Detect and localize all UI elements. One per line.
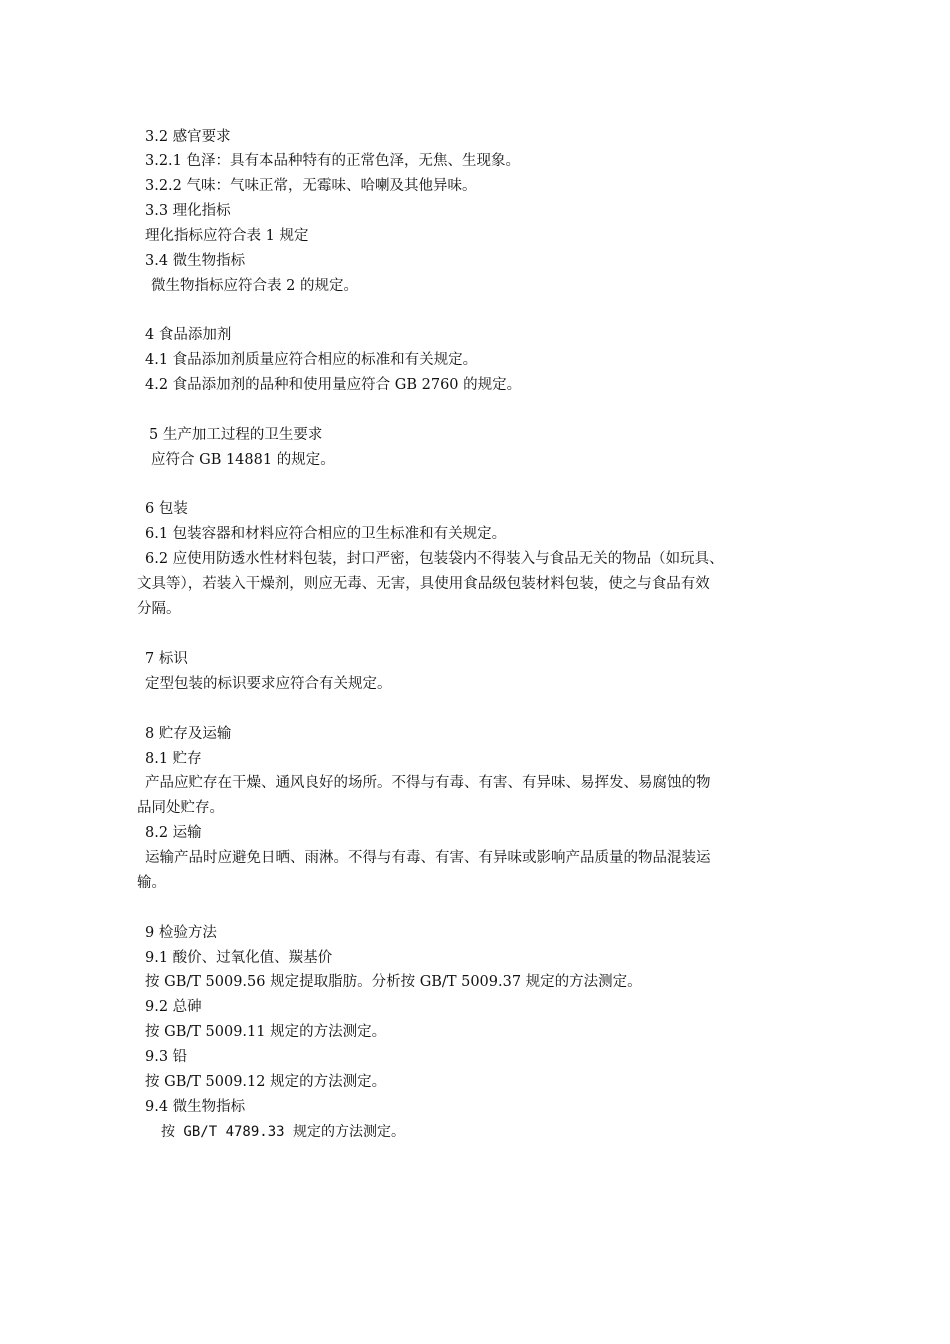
text-3-4: 微生物指标应符合表 2 的规定。 [151, 278, 358, 294]
heading-9-2: 9.2 总砷 [145, 999, 202, 1015]
text-9-1: 按 GB/T 5009.56 规定提取脂肪。分析按 GB/T 5009.37 规定的方法测定。 [145, 974, 642, 990]
heading-6: 6 包装 [145, 501, 188, 517]
text-3-3: 理化指标应符合表 1 规定 [145, 228, 309, 244]
heading-3-2: 3.2 感官要求 [145, 129, 231, 145]
heading-9-1: 9.1 酸价、过氧化值、羰基价 [145, 950, 333, 966]
clause-4-1: 4.1 食品添加剂质量应符合相应的标准和有关规定。 [145, 352, 478, 368]
clause-6-2-line-2: 文具等），若装入干燥剂，则应无毒、无害，具使用食品级包装材料包装，使之与食品有效 [137, 576, 710, 592]
heading-8: 8 贮存及运输 [145, 726, 232, 742]
text-8-2-line-2: 输。 [137, 875, 166, 891]
heading-8-1: 8.1 贮存 [145, 751, 202, 767]
clause-6-2-line-3: 分隔。 [137, 601, 181, 617]
clause-6-1: 6.1 包装容器和材料应符合相应的卫生标准和有关规定。 [145, 526, 507, 542]
heading-3-3: 3.3 理化指标 [145, 203, 231, 219]
heading-9-3: 9.3 铅 [145, 1049, 188, 1065]
heading-9-4: 9.4 微生物指标 [145, 1099, 246, 1115]
heading-4: 4 食品添加剂 [145, 327, 232, 343]
heading-8-2: 8.2 运输 [145, 825, 202, 841]
heading-7: 7 标识 [145, 651, 188, 667]
text-9-2: 按 GB/T 5009.11 规定的方法测定。 [145, 1024, 387, 1040]
text-9-3: 按 GB/T 5009.12 规定的方法测定。 [145, 1074, 387, 1090]
heading-9: 9 检验方法 [145, 925, 217, 941]
heading-5: 5 生产加工过程的卫生要求 [149, 427, 323, 443]
clause-3-2-1: 3.2.1 色泽：具有本品种特有的正常色泽，无焦、生现象。 [145, 153, 521, 169]
text-8-1-line-2: 品同处贮存。 [137, 800, 224, 816]
text-5: 应符合 GB 14881 的规定。 [151, 452, 335, 468]
text-9-4: 按 GB/T 4789.33 规定的方法测定。 [161, 1124, 406, 1140]
text-8-1-line-1: 产品应贮存在干燥、通风良好的场所。不得与有毒、有害、有异味、易挥发、易腐蚀的物 [145, 775, 711, 791]
text-7: 定型包装的标识要求应符合有关规定。 [145, 676, 392, 692]
text-8-2-line-1: 运输产品时应避免日晒、雨淋。不得与有毒、有害、有异味或影响产品质量的物品混装运 [145, 850, 711, 866]
clause-4-2: 4.2 食品添加剂的品种和使用量应符合 GB 2760 的规定。 [145, 377, 522, 393]
clause-3-2-2: 3.2.2 气味：气味正常，无霉味、哈喇及其他异味。 [145, 178, 477, 194]
clause-6-2-line-1: 6.2 应使用防透水性材料包装，封口严密，包装袋内不得装入与食品无关的物品（如玩具、 [145, 551, 724, 567]
heading-3-4: 3.4 微生物指标 [145, 253, 246, 269]
